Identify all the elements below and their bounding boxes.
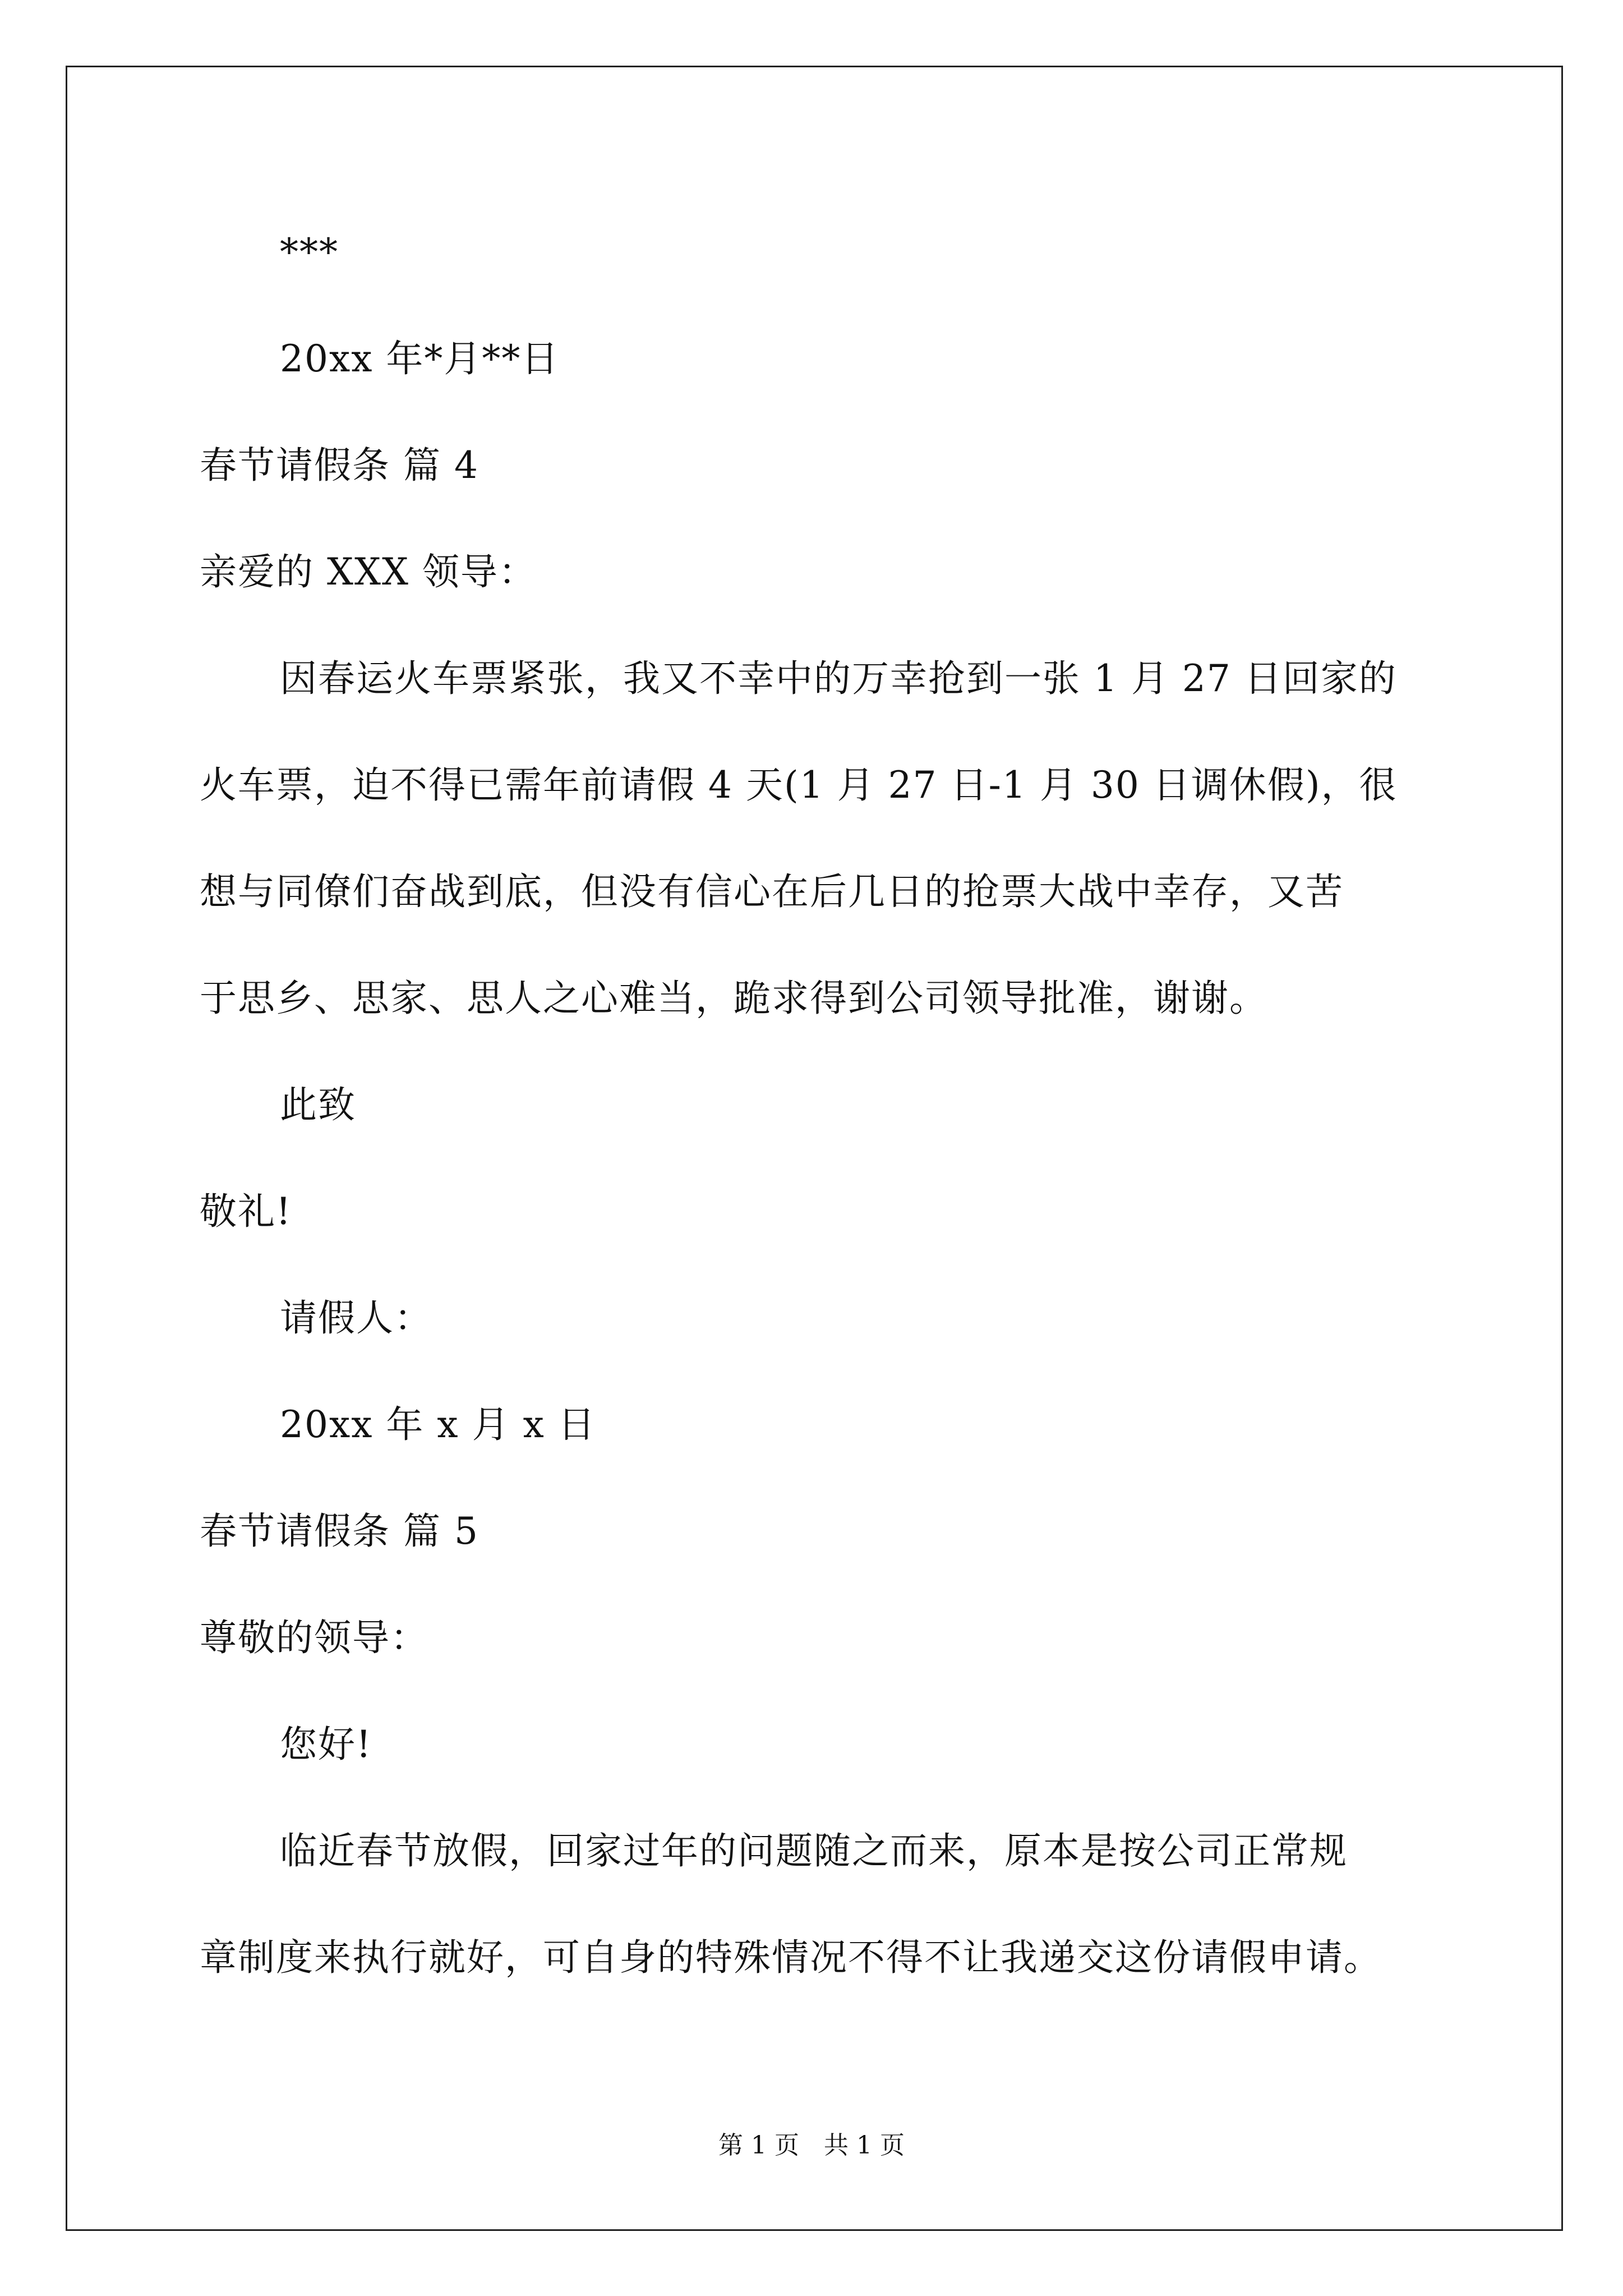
body-line-5: 临近春节放假，回家过年的问题随之而来，原本是按公司正常规 [280,1829,1348,1872]
closing-cizhi: 此致 [280,1083,356,1126]
body-line-3: 想与同僚们奋战到底，但没有信心在后几日的抢票大战中幸存，又苦 [200,870,1344,913]
salutation-5: 尊敬的领导： [200,1616,428,1659]
greeting: 您好! [280,1723,372,1766]
section-heading-5: 春节请假条 篇 5 [200,1510,479,1553]
letter-date-1: 20xx 年*月**日 [280,337,560,380]
page-footer: 第 1 页 共 1 页 [718,2131,905,2160]
closing-jingli: 敬礼! [200,1190,292,1233]
salutation-4: 亲爱的 XXX 领导： [200,550,537,593]
page-frame [66,66,1563,2231]
letter-date-2: 20xx 年 x 月 x 日 [280,1403,596,1446]
body-line-4: 于思乡、思家、思人之心难当，跪求得到公司领导批准，谢谢。 [200,977,1267,1020]
body-line-6: 章制度来执行就好，可自身的特殊情况不得不让我递交这份请假申请。 [200,1936,1382,1979]
signature-stars: *** [280,231,339,274]
body-line-2: 火车票，迫不得已需年前请假 4 天(1 月 27 日-1 月 30 日调休假)，很 [200,763,1398,807]
body-line-1: 因春运火车票紧张，我又不幸中的万幸抢到一张 1 月 27 日回家的 [280,657,1397,700]
requester-label: 请假人： [280,1296,432,1340]
section-heading-4: 春节请假条 篇 4 [200,444,479,487]
